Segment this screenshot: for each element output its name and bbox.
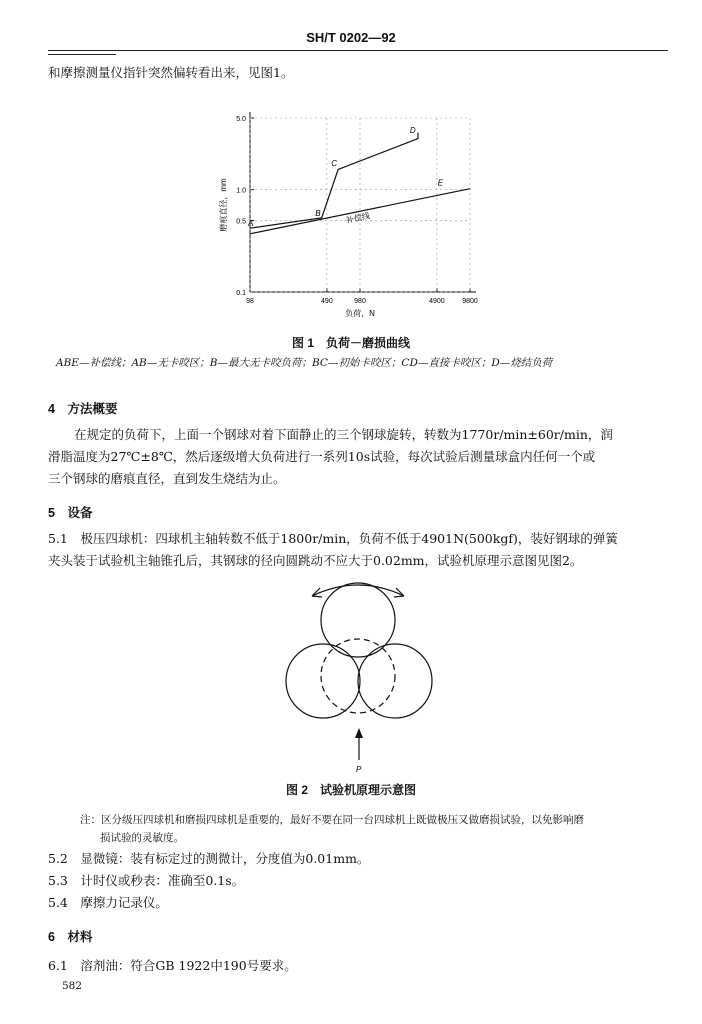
y-tick-label: 0.1 xyxy=(236,290,246,297)
y-axis-label: 磨痕直径，mm xyxy=(219,178,228,232)
compensation-line xyxy=(250,189,470,234)
section6-heading: 6 材料 xyxy=(48,930,93,944)
x-tick-label: 9800 xyxy=(462,298,478,305)
section5-heading: 5 设备 xyxy=(48,506,93,520)
x-tick-label: 980 xyxy=(354,298,366,305)
section5-1-line-1: 5.1 极压四球机：四球机主轴转数不低于1800r/min，负荷不低于4901N(500kgf)，装好钢球的弹簧 xyxy=(48,531,618,546)
point-label-B: B xyxy=(315,208,321,218)
x-tick-label: 4900 xyxy=(429,298,445,305)
section4-line-3: 三个钢球的磨痕直径，直到发生烧结为止。 xyxy=(48,471,286,486)
section5-4: 5.4 摩擦力记录仪。 xyxy=(48,895,168,910)
section5-3: 5.3 计时仪或秒表：准确至0.1s。 xyxy=(48,873,245,888)
x-tick-label: 98 xyxy=(246,298,254,305)
load-wear-chart xyxy=(200,108,500,324)
header-rule-short xyxy=(48,54,116,55)
intro-line: 和摩擦测量仪指针突然偏转看出来，见图1。 xyxy=(48,65,294,80)
section6-1: 6.1 溶剂油：符合GB 1922中190号要求。 xyxy=(48,958,297,973)
point-label-E: E xyxy=(437,178,444,188)
section5-1-line-2: 夹头装于试验机主轴锥孔后，其钢球的径向圆跳动不应大于0.02mm，试验机原理示意图见图2。 xyxy=(48,553,583,568)
header-rule xyxy=(48,50,668,51)
y-tick-label: 1.0 xyxy=(236,187,246,195)
point-label-A: A xyxy=(248,219,254,229)
load-arrow-head xyxy=(355,728,363,738)
compensation-line-label: 补偿线 xyxy=(345,211,371,226)
figure2-caption: 图 2 试验机原理示意图 xyxy=(285,783,416,797)
page-number: 582 xyxy=(62,980,83,992)
lower-ball-left xyxy=(286,644,360,718)
y-tick-label: 0.5 xyxy=(236,218,246,226)
x-axis-label: 负荷，N xyxy=(345,309,375,318)
four-ball-diagram xyxy=(270,582,450,772)
x-tick-label: 490 xyxy=(321,298,333,305)
figure1-legend-note: ABE—补偿线；AB—无卡咬区；B—最大无卡咬负荷；BC—初始卡咬区；CD—直接卡咬区；D—烧结负荷 xyxy=(56,357,553,369)
section4-line-2: 滑脂温度为27℃±8℃，然后逐级增大负荷进行一系列10s试验，每次试验后测量球盒内任何一个或 xyxy=(48,449,596,464)
load-label: P xyxy=(356,765,362,772)
point-label-D: D xyxy=(409,126,416,136)
figure1-caption: 图 1 负荷－磨损曲线 xyxy=(291,336,410,350)
section5-2: 5.2 显微镜：装有标定过的测微计，分度值为0.01mm。 xyxy=(48,851,370,866)
section4-heading: 4 方法概要 xyxy=(48,402,118,416)
load-wear-curve xyxy=(250,133,418,229)
document-code: SH/T 0202—92 xyxy=(306,30,396,45)
point-label-C: C xyxy=(331,159,338,169)
note-line-2: 损试验的灵敏度。 xyxy=(100,832,184,844)
section4-line-1: 在规定的负荷下，上面一个钢球对着下面静止的三个钢球旋转，转数为1770r/min±60r/min，润 xyxy=(74,427,613,442)
rotation-arrow xyxy=(312,585,404,596)
y-tick-label: 5.0 xyxy=(236,116,246,123)
note-line-1: 注：区分级压四球机和磨损四球机是重要的，最好不要在同一台四球机上既做极压又做磨损试验，以免影响磨 xyxy=(80,814,584,826)
